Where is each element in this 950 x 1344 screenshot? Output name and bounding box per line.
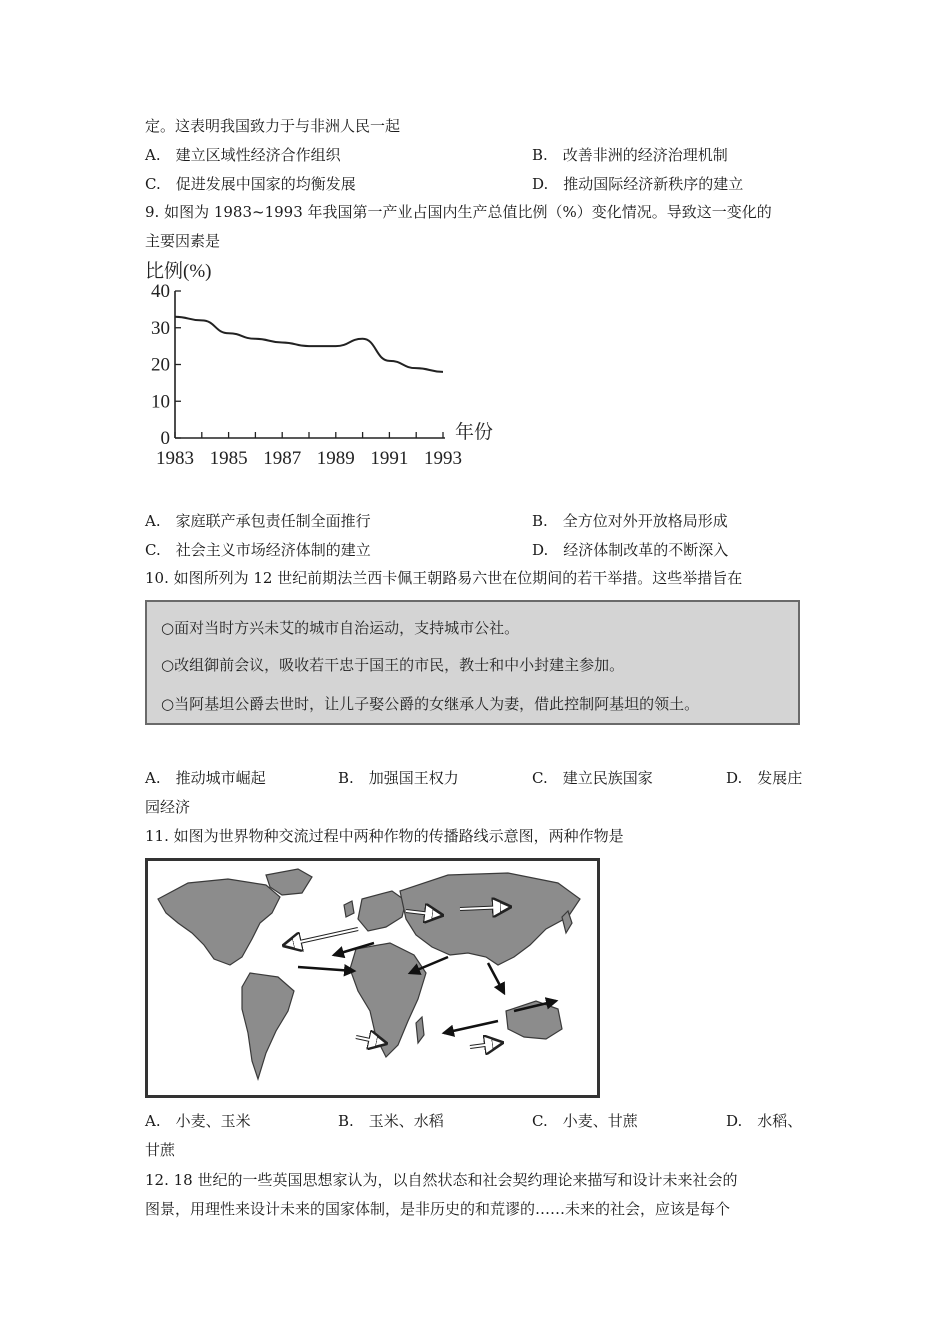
q10-measure-3: ○当阿基坦公爵去世时，让儿子娶公爵的女继承人为妻，借此控制阿基坦的领土。 (161, 695, 700, 713)
q8-option-d[interactable]: D. 推动国际经济新秩序的建立 (532, 175, 744, 193)
north-america-landmass (158, 879, 280, 965)
q8-stem-tail: 定。这表明我国致力于与非洲人民一起 (145, 117, 401, 135)
chart-x-tick-label: 1993 (424, 448, 462, 469)
q9-stem-line1: 9. 如图为 1983~1993 年我国第一产业占国内生产总值比例（%）变化情况。导致这一变化的 (145, 203, 772, 221)
chart-y-tick-label: 0 (160, 428, 170, 449)
europe-landmass (358, 891, 406, 931)
q10-option-d[interactable]: D. 发展庄 (726, 769, 803, 787)
chart-x-tick-label: 1987 (263, 448, 302, 469)
q11-stem: 11. 如图为世界物种交流过程中两种作物的传播路线示意图，两种作物是 (145, 827, 624, 845)
chart-series-line (175, 317, 443, 372)
q10-option-d-wrap: 园经济 (145, 798, 191, 816)
q8-option-c[interactable]: C. 促进发展中国家的均衡发展 (145, 175, 356, 193)
q10-measures-box (145, 600, 800, 725)
q11-option-c[interactable]: C. 小麦、甘蔗 (532, 1112, 638, 1130)
chart-y-axis-label: 比例(%) (145, 261, 212, 282)
chart-y-tick-label: 40 (151, 281, 170, 302)
arrow-southeast-asia-south (488, 963, 504, 993)
q12-line1: 12. 18 世纪的一些英国思想家认为，以自然状态和社会契约理论来描写和设计未来社会的 (145, 1171, 738, 1189)
chart-x-tick-label: 1983 (156, 448, 194, 469)
q8-option-a[interactable]: A. 建立区域性经济合作组织 (145, 146, 341, 164)
gdp-share-line-chart (140, 255, 510, 470)
q8-option-b[interactable]: B. 改善非洲的经济治理机制 (532, 146, 728, 164)
chart-x-tick-label: 1985 (209, 448, 248, 469)
q10-stem: 10. 如图所列为 12 世纪前期法兰西卡佩王朝路易六世在位期间的若干举措。这些举措旨在 (145, 569, 743, 587)
q9-stem-line2: 主要因素是 (145, 232, 221, 250)
chart-y-tick-label: 30 (151, 317, 170, 339)
chart-x-tick-label: 1991 (370, 448, 409, 469)
q11-option-d-wrap: 甘蔗 (145, 1141, 176, 1159)
q9-option-d[interactable]: D. 经济体制改革的不断深入 (532, 541, 729, 559)
south-america-landmass (242, 973, 294, 1079)
q10-option-a[interactable]: A. 推动城市崛起 (145, 769, 266, 787)
q10-measure-1: ○面对当时方兴未艾的城市自治运动，支持城市公社。 (161, 619, 520, 637)
q11-option-a[interactable]: A. 小麦、玉米 (145, 1112, 251, 1130)
chart-x-axis-label: 年份 (455, 422, 494, 443)
chart-y-tick-label: 20 (151, 354, 170, 376)
q9-option-c[interactable]: C. 社会主义市场经济体制的建立 (145, 541, 371, 559)
asia-landmass (400, 873, 580, 965)
world-map-drawing (148, 861, 597, 1095)
q9-option-b[interactable]: B. 全方位对外开放格局形成 (532, 512, 728, 530)
british-isles-landmass (344, 901, 354, 917)
q12-line2: 图景，用理性来设计未来的国家体制，是非历史的和荒谬的……未来的社会，应该是每个 (145, 1200, 731, 1218)
q9-option-a[interactable]: A. 家庭联产承包责任制全面推行 (145, 512, 371, 530)
q11-option-d[interactable]: D. 水稻、 (726, 1112, 803, 1130)
chart-y-tick-label: 10 (151, 391, 170, 413)
arrow-asia-to-madagascar (444, 1021, 498, 1033)
madagascar-landmass (416, 1017, 424, 1043)
arrow-americas-africa (298, 967, 354, 971)
q10-measure-2: ○改组御前会议，吸收若干忠于国王的市民，教士和中小封建主参加。 (161, 656, 625, 674)
q10-option-c[interactable]: C. 建立民族国家 (532, 769, 653, 787)
crop-spread-world-map (145, 858, 600, 1098)
q10-option-b[interactable]: B. 加强国王权力 (338, 769, 459, 787)
chart-x-tick-label: 1989 (316, 448, 355, 469)
q11-option-b[interactable]: B. 玉米、水稻 (338, 1112, 444, 1130)
